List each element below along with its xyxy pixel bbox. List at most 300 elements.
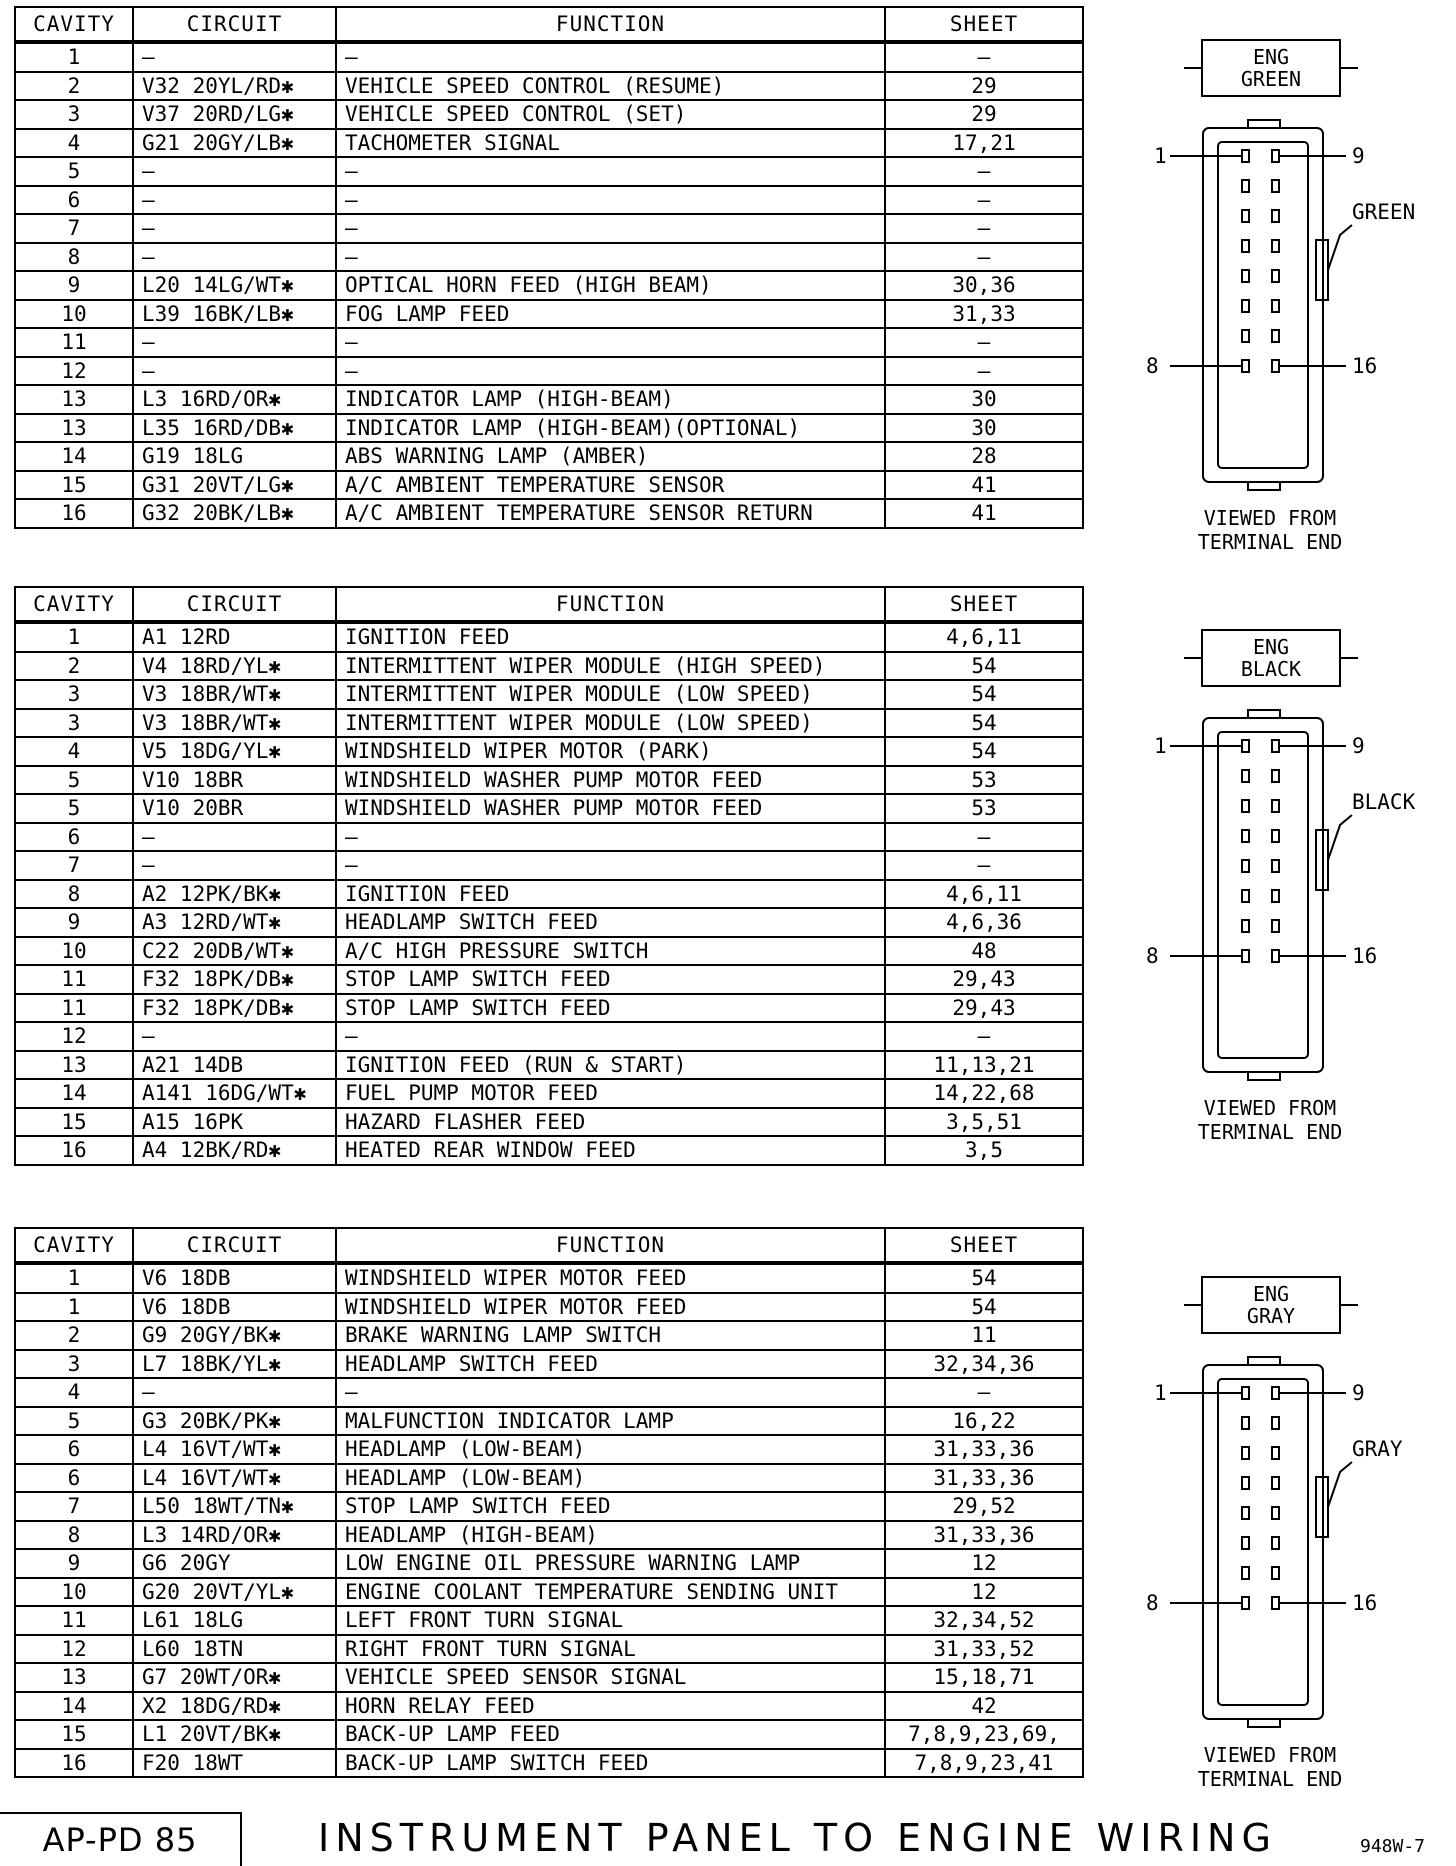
function-cell: OPTICAL HORN FEED (HIGH BEAM) <box>336 271 885 300</box>
terminal-cavity <box>1242 360 1249 372</box>
pin-label-tr: 9 <box>1352 1381 1365 1405</box>
connector-bottom-tab <box>1248 1719 1280 1727</box>
circuit-cell: — <box>133 1378 336 1407</box>
connector-name-line2: BLACK <box>1240 657 1302 681</box>
color-leader-line <box>1328 815 1352 860</box>
cavity-cell: 3 <box>15 680 133 709</box>
function-cell: INTERMITTENT WIPER MODULE (LOW SPEED) <box>336 709 885 738</box>
header-circuit: CIRCUIT <box>133 587 336 622</box>
sheet-cell: 11 <box>885 1321 1083 1350</box>
terminal-cavity <box>1242 330 1249 342</box>
connector-body-inner <box>1218 1379 1308 1705</box>
table-row <box>15 328 1083 357</box>
function-cell: HEADLAMP (LOW-BEAM) <box>336 1464 885 1493</box>
header-cavity: CAVITY <box>15 7 133 42</box>
connector-color-label: GRAY <box>1352 1437 1403 1461</box>
sheet-cell: 28 <box>885 442 1083 471</box>
sheet-cell: 30,36 <box>885 271 1083 300</box>
terminal-cavity <box>1272 1387 1279 1399</box>
connector-body-outer <box>1203 718 1323 1072</box>
cavity-cell: 10 <box>15 1578 133 1607</box>
circuit-cell: G3 20BK/PK✱ <box>133 1407 336 1436</box>
table-row <box>15 42 1083 72</box>
table-row <box>15 414 1083 443</box>
table-row <box>15 1749 1083 1778</box>
header-sheet: SHEET <box>885 7 1083 42</box>
table-row <box>15 385 1083 414</box>
pin-label-tr: 9 <box>1352 144 1365 168</box>
circuit-cell: V32 20YL/RD✱ <box>133 72 336 101</box>
sheet-cell: 30 <box>885 414 1083 443</box>
table-row <box>15 243 1083 272</box>
circuit-cell: — <box>133 157 336 186</box>
table-row <box>15 214 1083 243</box>
table-row <box>15 1378 1083 1407</box>
connector-top-tab <box>1248 710 1280 718</box>
table-row <box>15 794 1083 823</box>
table-row <box>15 1321 1083 1350</box>
circuit-cell: — <box>133 357 336 386</box>
cavity-cell: 6 <box>15 1464 133 1493</box>
function-cell: HEADLAMP (HIGH-BEAM) <box>336 1521 885 1550</box>
sheet-cell: — <box>885 186 1083 215</box>
function-cell: WINDSHIELD WASHER PUMP MOTOR FEED <box>336 794 885 823</box>
circuit-cell: — <box>133 214 336 243</box>
function-cell: BRAKE WARNING LAMP SWITCH <box>336 1321 885 1350</box>
sheet-cell: 53 <box>885 794 1083 823</box>
connector-name <box>1202 630 1340 686</box>
circuit-cell: G32 20BK/LB✱ <box>133 499 336 528</box>
function-cell: WINDSHIELD WIPER MOTOR FEED <box>336 1263 885 1293</box>
terminal-cavity <box>1272 830 1279 842</box>
cavity-cell: 13 <box>15 1663 133 1692</box>
connector-top-tab <box>1248 120 1280 128</box>
circuit-cell: V5 18DG/YL✱ <box>133 737 336 766</box>
table-row <box>15 1663 1083 1692</box>
circuit-cell: L3 16RD/OR✱ <box>133 385 336 414</box>
function-cell: STOP LAMP SWITCH FEED <box>336 994 885 1023</box>
terminal-cavity <box>1242 1597 1249 1609</box>
header-circuit: CIRCUIT <box>133 1228 336 1263</box>
viewed-line1: VIEWED FROM <box>1203 506 1337 530</box>
cavity-cell: 14 <box>15 1692 133 1721</box>
function-cell: RIGHT FRONT TURN SIGNAL <box>336 1635 885 1664</box>
circuit-cell: — <box>133 186 336 215</box>
sheet-cell: 54 <box>885 709 1083 738</box>
terminal-cavity <box>1242 1567 1249 1579</box>
function-cell: FUEL PUMP MOTOR FEED <box>336 1079 885 1108</box>
header-function: FUNCTION <box>336 587 885 622</box>
terminal-cavity <box>1242 150 1249 162</box>
sheet-cell: 31,33 <box>885 300 1083 329</box>
function-cell: — <box>336 157 885 186</box>
sheet-cell: 31,33,36 <box>885 1435 1083 1464</box>
sheet-cell: 48 <box>885 937 1083 966</box>
cavity-table-black <box>14 586 1084 1166</box>
table-row <box>15 1051 1083 1080</box>
cavity-cell: 9 <box>15 908 133 937</box>
cavity-cell: 3 <box>15 100 133 129</box>
sheet-cell: 29,52 <box>885 1492 1083 1521</box>
sheet-cell: 54 <box>885 1293 1083 1322</box>
terminal-cavity <box>1272 920 1279 932</box>
sheet-cell: 54 <box>885 652 1083 681</box>
table-row <box>15 937 1083 966</box>
terminal-cavity <box>1272 300 1279 312</box>
sheet-cell: 32,34,36 <box>885 1350 1083 1379</box>
circuit-cell: V37 20RD/LG✱ <box>133 100 336 129</box>
cavity-cell: 11 <box>15 965 133 994</box>
cavity-cell: 11 <box>15 328 133 357</box>
cavity-cell: 3 <box>15 1350 133 1379</box>
circuit-cell: — <box>133 243 336 272</box>
circuit-cell: G6 20GY <box>133 1549 336 1578</box>
table-row <box>15 766 1083 795</box>
table-row <box>15 1606 1083 1635</box>
connector-top-tab <box>1248 1357 1280 1365</box>
function-cell: — <box>336 42 885 72</box>
sheet-cell: 54 <box>885 680 1083 709</box>
table-row <box>15 1492 1083 1521</box>
circuit-cell: L4 16VT/WT✱ <box>133 1464 336 1493</box>
connector-name-line1: ENG <box>1252 1282 1290 1306</box>
terminal-cavity <box>1242 1507 1249 1519</box>
terminal-cavity <box>1242 210 1249 222</box>
cavity-cell: 5 <box>15 794 133 823</box>
table-row <box>15 737 1083 766</box>
cavity-cell: 6 <box>15 1435 133 1464</box>
cavity-cell: 2 <box>15 72 133 101</box>
terminal-cavity <box>1242 800 1249 812</box>
sheet-cell: 7,8,9,23,41 <box>885 1749 1083 1778</box>
sheet-cell: 4,6,11 <box>885 622 1083 652</box>
cavity-cell: 7 <box>15 214 133 243</box>
function-cell: HEADLAMP (LOW-BEAM) <box>336 1435 885 1464</box>
sheet-cell: 15,18,71 <box>885 1663 1083 1692</box>
cavity-cell: 15 <box>15 1720 133 1749</box>
circuit-cell: C22 20DB/WT✱ <box>133 937 336 966</box>
table-row <box>15 100 1083 129</box>
circuit-cell: G31 20VT/LG✱ <box>133 471 336 500</box>
terminal-cavity <box>1272 360 1279 372</box>
sheet-cell: 29,43 <box>885 965 1083 994</box>
connector-bottom-tab <box>1248 1072 1280 1080</box>
table-row <box>15 1578 1083 1607</box>
table-row <box>15 72 1083 101</box>
sheet-cell: 4,6,36 <box>885 908 1083 937</box>
table-row <box>15 1435 1083 1464</box>
function-cell: IGNITION FEED <box>336 622 885 652</box>
pin-label-tl: 1 <box>1154 1381 1167 1405</box>
table-row <box>15 1521 1083 1550</box>
sheet-cell: — <box>885 243 1083 272</box>
terminal-cavity <box>1272 740 1279 752</box>
circuit-cell: A4 12BK/RD✱ <box>133 1136 336 1165</box>
table-row <box>15 442 1083 471</box>
function-cell: — <box>336 851 885 880</box>
table-row <box>15 1263 1083 1293</box>
sheet-cell: 42 <box>885 1692 1083 1721</box>
connector-color-label: BLACK <box>1352 790 1416 814</box>
table-row <box>15 129 1083 158</box>
pin-label-br: 16 <box>1352 1591 1378 1615</box>
terminal-cavity <box>1242 860 1249 872</box>
function-cell: HEADLAMP SWITCH FEED <box>336 1350 885 1379</box>
circuit-cell: — <box>133 328 336 357</box>
circuit-cell: A3 12RD/WT✱ <box>133 908 336 937</box>
table-header-row <box>15 1228 1083 1263</box>
function-cell: HAZARD FLASHER FEED <box>336 1108 885 1137</box>
circuit-cell: L60 18TN <box>133 1635 336 1664</box>
sheet-cell: 41 <box>885 499 1083 528</box>
table-row <box>15 271 1083 300</box>
table-row <box>15 1079 1083 1108</box>
table-row <box>15 1549 1083 1578</box>
header-function: FUNCTION <box>336 1228 885 1263</box>
sheet-cell: 11,13,21 <box>885 1051 1083 1080</box>
connector-name-line2: GRAY <box>1246 1304 1296 1328</box>
terminal-cavity <box>1272 860 1279 872</box>
pin-label-bl: 8 <box>1146 354 1159 378</box>
table-row <box>15 157 1083 186</box>
header-cavity: CAVITY <box>15 1228 133 1263</box>
terminal-cavity <box>1272 1447 1279 1459</box>
connector-body-inner <box>1218 732 1308 1058</box>
sheet-cell: — <box>885 328 1083 357</box>
function-cell: BACK-UP LAMP FEED <box>336 1720 885 1749</box>
cavity-cell: 13 <box>15 385 133 414</box>
circuit-cell: L61 18LG <box>133 1606 336 1635</box>
table-row <box>15 357 1083 386</box>
cavity-cell: 2 <box>15 1321 133 1350</box>
function-cell: HORN RELAY FEED <box>336 1692 885 1721</box>
function-cell: ENGINE COOLANT TEMPERATURE SENDING UNIT <box>336 1578 885 1607</box>
function-cell: INTERMITTENT WIPER MODULE (LOW SPEED) <box>336 680 885 709</box>
circuit-cell: A2 12PK/BK✱ <box>133 880 336 909</box>
cavity-cell: 16 <box>15 1136 133 1165</box>
sheet-cell: — <box>885 823 1083 852</box>
sheet-cell: 31,33,52 <box>885 1635 1083 1664</box>
sheet-cell: — <box>885 1378 1083 1407</box>
viewed-from-note <box>1160 1096 1380 1144</box>
circuit-cell: V6 18DB <box>133 1293 336 1322</box>
sheet-cell: 12 <box>885 1549 1083 1578</box>
table-row <box>15 680 1083 709</box>
viewed-line2: TERMINAL END <box>1197 1767 1343 1791</box>
circuit-cell: L7 18BK/YL✱ <box>133 1350 336 1379</box>
page-reference: AP-PD 85 <box>0 1812 242 1866</box>
table-row <box>15 622 1083 652</box>
circuit-cell: F32 18PK/DB✱ <box>133 965 336 994</box>
sheet-cell: 41 <box>885 471 1083 500</box>
cavity-table-green <box>14 6 1084 529</box>
cavity-cell: 1 <box>15 1263 133 1293</box>
table-row <box>15 499 1083 528</box>
terminal-cavity <box>1242 950 1249 962</box>
circuit-cell: V3 18BR/WT✱ <box>133 680 336 709</box>
circuit-cell: G20 20VT/YL✱ <box>133 1578 336 1607</box>
function-cell: — <box>336 214 885 243</box>
sheet-cell: 14,22,68 <box>885 1079 1083 1108</box>
color-leader-line <box>1328 1462 1352 1507</box>
cavity-cell: 7 <box>15 851 133 880</box>
circuit-cell: G7 20WT/OR✱ <box>133 1663 336 1692</box>
function-cell: WINDSHIELD WIPER MOTOR (PARK) <box>336 737 885 766</box>
connector-diagram-green <box>1140 0 1456 554</box>
circuit-cell: L35 16RD/DB✱ <box>133 414 336 443</box>
circuit-cell: — <box>133 1022 336 1051</box>
terminal-cavity <box>1272 240 1279 252</box>
function-cell: A/C HIGH PRESSURE SWITCH <box>336 937 885 966</box>
sheet-cell: — <box>885 214 1083 243</box>
sheet-cell: — <box>885 851 1083 880</box>
cavity-cell: 1 <box>15 622 133 652</box>
sheet-cell: 17,21 <box>885 129 1083 158</box>
sheet-cell: 30 <box>885 385 1083 414</box>
header-cavity: CAVITY <box>15 587 133 622</box>
cavity-cell: 9 <box>15 271 133 300</box>
cavity-cell: 9 <box>15 1549 133 1578</box>
connector-name-line1: ENG <box>1252 635 1290 659</box>
terminal-cavity <box>1272 1567 1279 1579</box>
connector-body-outer <box>1203 128 1323 482</box>
table-row <box>15 186 1083 215</box>
connector-color-label: GREEN <box>1352 200 1416 224</box>
terminal-cavity <box>1242 920 1249 932</box>
terminal-cavity <box>1272 950 1279 962</box>
circuit-cell: L39 16BK/LB✱ <box>133 300 336 329</box>
table-row <box>15 1136 1083 1165</box>
function-cell: HEADLAMP SWITCH FEED <box>336 908 885 937</box>
table-row <box>15 1635 1083 1664</box>
pin-label-tl: 1 <box>1154 734 1167 758</box>
circuit-cell: A1 12RD <box>133 622 336 652</box>
connector-body-outer <box>1203 1365 1323 1719</box>
header-sheet: SHEET <box>885 1228 1083 1263</box>
table-row <box>15 300 1083 329</box>
connector-name-line1: ENG <box>1252 45 1290 69</box>
circuit-cell: L20 14LG/WT✱ <box>133 271 336 300</box>
cavity-cell: 10 <box>15 937 133 966</box>
cavity-cell: 11 <box>15 1606 133 1635</box>
sheet-cell: 3,5 <box>885 1136 1083 1165</box>
cavity-cell: 16 <box>15 1749 133 1778</box>
terminal-cavity <box>1272 150 1279 162</box>
cavity-cell: 11 <box>15 994 133 1023</box>
function-cell: A/C AMBIENT TEMPERATURE SENSOR <box>336 471 885 500</box>
terminal-cavity <box>1272 270 1279 282</box>
header-function: FUNCTION <box>336 7 885 42</box>
connector-bottom-tab <box>1248 482 1280 490</box>
terminal-cavity <box>1272 800 1279 812</box>
terminal-cavity <box>1242 1417 1249 1429</box>
table-row <box>15 851 1083 880</box>
circuit-cell: F20 18WT <box>133 1749 336 1778</box>
connector-name-line2: GREEN <box>1240 67 1302 91</box>
cavity-cell: 14 <box>15 1079 133 1108</box>
sheet-cell: — <box>885 157 1083 186</box>
table-row <box>15 709 1083 738</box>
cavity-cell: 15 <box>15 1108 133 1137</box>
table-row <box>15 908 1083 937</box>
function-cell: WINDSHIELD WASHER PUMP MOTOR FEED <box>336 766 885 795</box>
terminal-cavity <box>1242 830 1249 842</box>
terminal-cavity <box>1242 240 1249 252</box>
table-header-row <box>15 587 1083 622</box>
viewed-from-note <box>1160 1743 1380 1791</box>
function-cell: FOG LAMP FEED <box>336 300 885 329</box>
cavity-cell: 6 <box>15 186 133 215</box>
header-circuit: CIRCUIT <box>133 7 336 42</box>
function-cell: IGNITION FEED <box>336 880 885 909</box>
table-row <box>15 880 1083 909</box>
cavity-cell: 7 <box>15 1492 133 1521</box>
terminal-cavity <box>1272 1597 1279 1609</box>
terminal-cavity <box>1242 1477 1249 1489</box>
cavity-cell: 14 <box>15 442 133 471</box>
connector-diagram-black <box>1140 590 1456 1144</box>
viewed-line1: VIEWED FROM <box>1203 1096 1337 1120</box>
sheet-cell: 31,33,36 <box>885 1521 1083 1550</box>
terminal-cavity <box>1272 770 1279 782</box>
circuit-cell: L4 16VT/WT✱ <box>133 1435 336 1464</box>
circuit-cell: G19 18LG <box>133 442 336 471</box>
color-leader-line <box>1328 225 1352 270</box>
function-cell: — <box>336 823 885 852</box>
sheet-cell: 29 <box>885 72 1083 101</box>
function-cell: — <box>336 1022 885 1051</box>
circuit-cell: V10 20BR <box>133 794 336 823</box>
cavity-cell: 12 <box>15 357 133 386</box>
circuit-cell: G9 20GY/BK✱ <box>133 1321 336 1350</box>
table-row <box>15 994 1083 1023</box>
circuit-cell: L1 20VT/BK✱ <box>133 1720 336 1749</box>
sheet-cell: — <box>885 357 1083 386</box>
sheet-cell: — <box>885 1022 1083 1051</box>
circuit-cell: A21 14DB <box>133 1051 336 1080</box>
function-cell: INTERMITTENT WIPER MODULE (HIGH SPEED) <box>336 652 885 681</box>
function-cell: INDICATOR LAMP (HIGH-BEAM)(OPTIONAL) <box>336 414 885 443</box>
terminal-cavity <box>1242 1447 1249 1459</box>
terminal-cavity <box>1272 330 1279 342</box>
cavity-cell: 8 <box>15 1521 133 1550</box>
circuit-cell: A15 16PK <box>133 1108 336 1137</box>
terminal-cavity <box>1272 180 1279 192</box>
terminal-cavity <box>1272 1477 1279 1489</box>
function-cell: WINDSHIELD WIPER MOTOR FEED <box>336 1293 885 1322</box>
function-cell: — <box>336 186 885 215</box>
sheet-cell: 4,6,11 <box>885 880 1083 909</box>
connector-name <box>1202 1277 1340 1333</box>
table-row <box>15 823 1083 852</box>
function-cell: IGNITION FEED (RUN & START) <box>336 1051 885 1080</box>
sheet-cell: 54 <box>885 1263 1083 1293</box>
sheet-cell: 54 <box>885 737 1083 766</box>
cavity-cell: 5 <box>15 1407 133 1436</box>
table-row <box>15 965 1083 994</box>
function-cell: TACHOMETER SIGNAL <box>336 129 885 158</box>
sheet-cell: 29 <box>885 100 1083 129</box>
function-cell: — <box>336 243 885 272</box>
connector-diagram-gray <box>1140 1237 1456 1791</box>
function-cell: VEHICLE SPEED CONTROL (SET) <box>336 100 885 129</box>
function-cell: STOP LAMP SWITCH FEED <box>336 965 885 994</box>
sheet-cell: 16,22 <box>885 1407 1083 1436</box>
table-row <box>15 1108 1083 1137</box>
function-cell: A/C AMBIENT TEMPERATURE SENSOR RETURN <box>336 499 885 528</box>
cavity-cell: 10 <box>15 300 133 329</box>
cavity-cell: 8 <box>15 880 133 909</box>
